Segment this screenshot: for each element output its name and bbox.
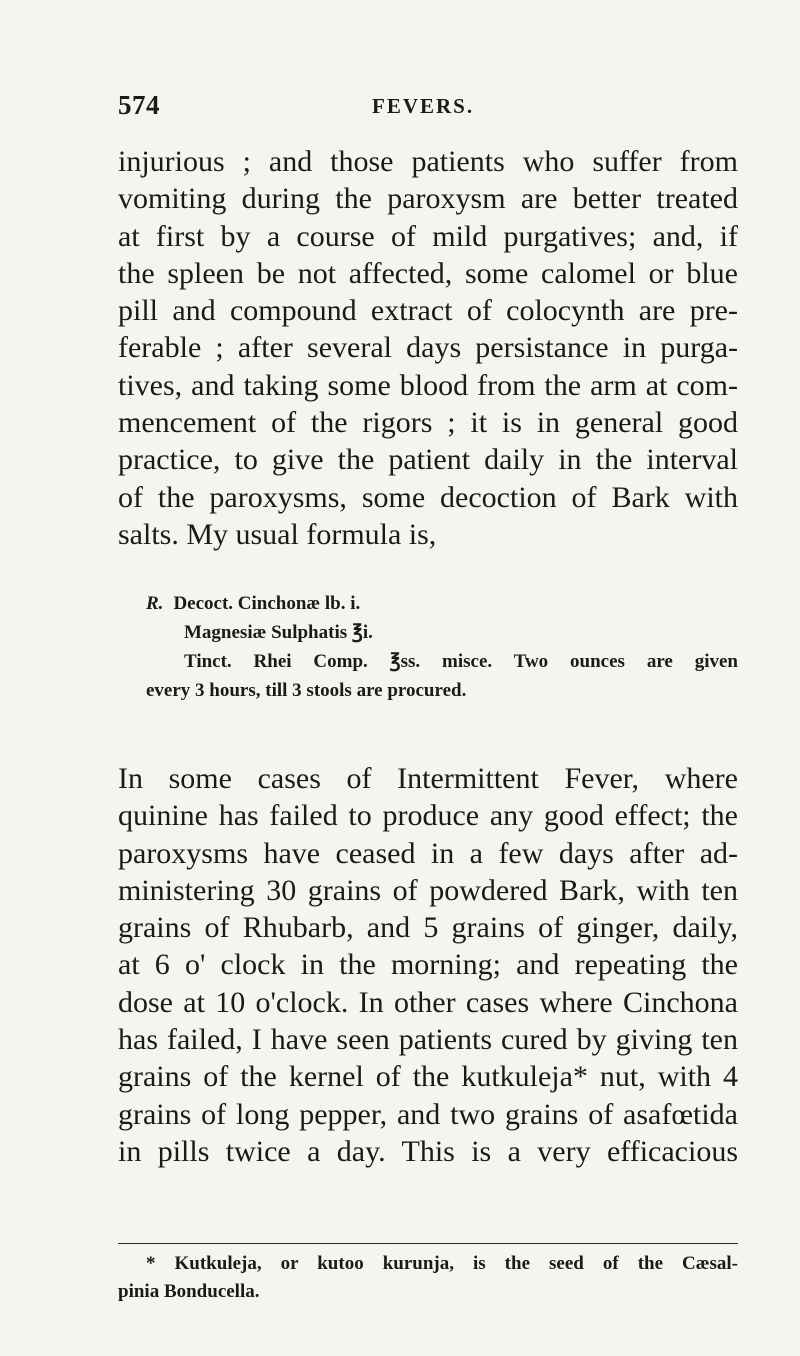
recipe-line: Decoct. Cinchonæ lb. i. [173,593,361,614]
text-line: has failed, I have seen patients cured by giving ten [118,1023,738,1057]
footnote-divider [118,1243,738,1244]
text-line: In some cases of Intermittent Fever, where [118,762,738,795]
paragraph-1 [118,143,738,553]
text-line: paroxysms have ceased in a few days after ad- [118,836,738,870]
paragraph-2 [118,760,738,1170]
text-line: vomiting during the paroxysm are better treated [118,182,738,216]
text-line: salts. My usual formula is, [118,517,437,551]
text-line: in pills twice a day. This is a very efficacious [118,1134,738,1168]
recipe-symbol: R. [146,593,164,614]
footnote [118,1250,738,1306]
page-number: 574 [118,90,160,120]
text-line: grains of long pepper, and two grains of asafœtida [118,1097,738,1131]
text-line: injurious ; and those patients who suffer from [118,145,738,178]
text-line: of the paroxysms, some decoction of Bark with [118,480,738,514]
page-header [118,90,738,130]
running-head: FEVERS. [372,94,475,118]
text-line: the spleen be not affected, some calomel or blue [118,256,738,290]
recipe-line: Tinct. Rhei Comp. ℥ss. misce. Two ounces are given [184,651,738,672]
text-line: ferable ; after several days persistance in purga- [118,331,738,365]
text-line: mencement of the rigors ; it is in general good [118,406,738,440]
text-line: at first by a course of mild purgatives; and, if [118,219,738,253]
footnote-line: * Kutkuleja, or kutoo kurunja, is the seed of the Cæsal- [146,1253,738,1274]
recipe-line: every 3 hours, till 3 stools are procured. [146,680,467,701]
text-line: at 6 o' clock in the morning; and repeating the [118,948,738,982]
footnote-line: pinia Bonducella. [118,1281,260,1302]
text-line: ministering 30 grains of powdered Bark, with ten [118,873,738,907]
text-line: pill and compound extract of colocynth are pre- [118,294,738,328]
prescription-block [118,589,738,705]
text-line: grains of Rhubarb, and 5 grains of ginger, daily, [118,911,738,945]
text-line: practice, to give the patient daily in the interval [118,443,738,477]
text-line: tives, and taking some blood from the arm at com- [118,368,738,402]
text-line: quinine has failed to produce any good effect; the [118,799,738,833]
recipe-line: Magnesiæ Sulphatis ℥i. [184,622,373,643]
text-line: dose at 10 o'clock. In other cases where Cinchona [118,985,738,1019]
text-line: grains of the kernel of the kutkuleja* nut, with 4 [118,1060,738,1094]
